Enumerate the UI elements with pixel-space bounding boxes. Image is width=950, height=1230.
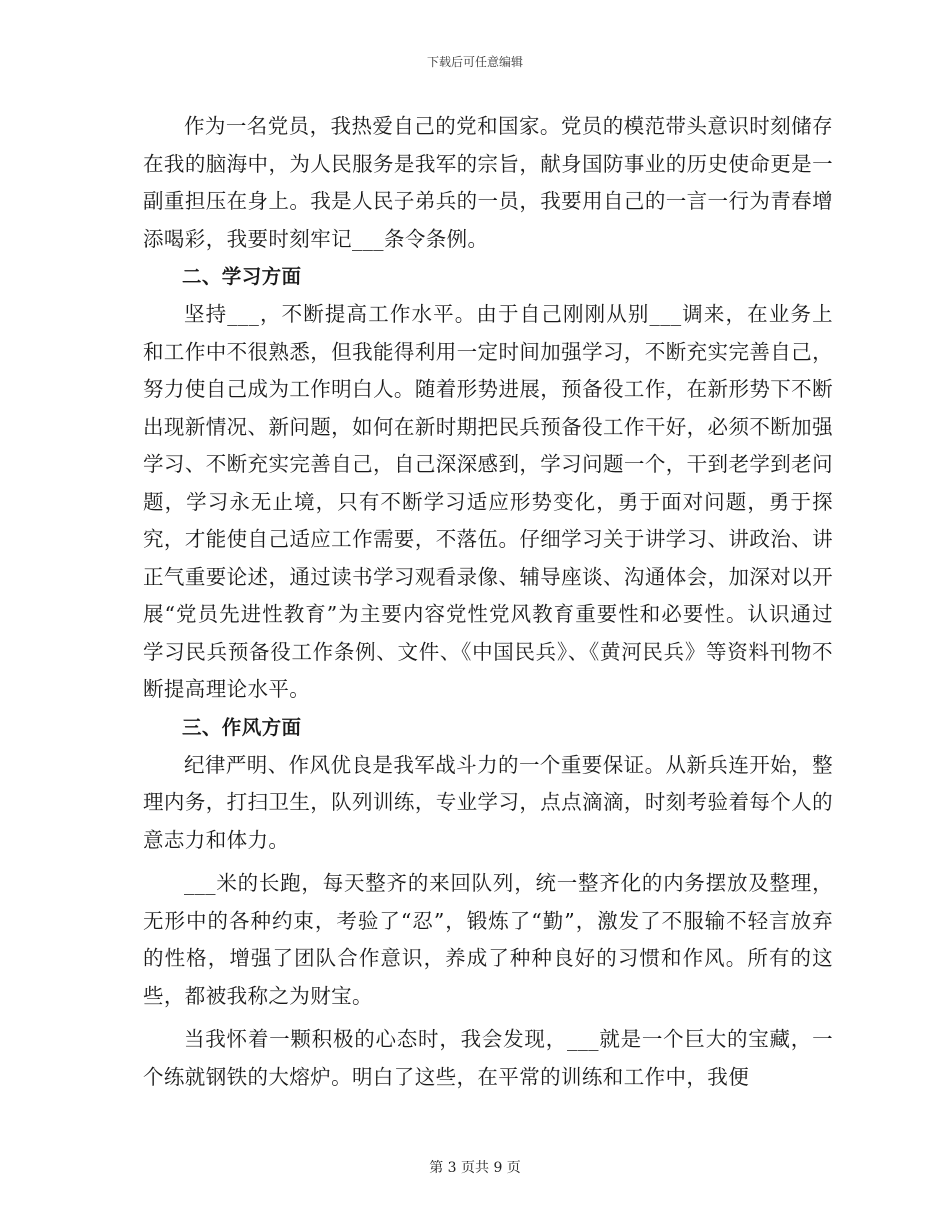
paragraph-running: ___米的长跑，每天整齐的来回队列，统一整齐化的内务摆放及整理，无形中的各种约束，考验了“忍”，锻炼了“勤”，激发了不服输不轻言放弃的性格，增强了团队合作意识，养成了种种良好的习惯和作风。所有的这些，都被我称之为财宝。 xyxy=(143,871,833,1008)
document-body xyxy=(143,108,833,1096)
paragraph-discipline: 纪律严明、作风优良是我军战斗力的一个重要保证。从新兵连开始，整理内务，打扫卫生，队列训练，专业学习，点点滴滴，时刻考验着每个人的意志力和体力。 xyxy=(143,752,833,852)
heading-style: 三、作风方面 xyxy=(182,715,302,739)
paragraph-party-member: 作为一名党员，我热爱自己的党和国家。党员的模范带头意识时刻储存在我的脑海中，为人民服务是我军的宗旨，献身国防事业的历史使命更是一副重担压在身上。我是人民子弟兵的一员，我要用自己的一言一行为青春增添喝彩，我要时刻牢记___条令条例。 xyxy=(143,114,833,251)
page-header: 下载后可任意编辑 xyxy=(426,55,523,69)
heading-study: 二、学习方面 xyxy=(182,265,302,288)
paragraph-study: 坚持___，不断提高工作水平。由于自己刚刚从别___调来，在业务上和工作中不很熟悉，但我能得利用一定时间加强学习，不断充实完善自己，努力使自己成为工作明白人。随着形势进展，预备役工作，在新形势下不断出现新情况、新问题，如何在新时期把民兵预备役工作干好，必须不断加强学习、不断充实完善自己，自己深深感到，学习问题一个，干到老学到老问题，学习永无止境，只有不断学习适应形势变化，勇于面对问题，勇于探究，才能使自己适应工作需要，不落伍。仔细学习关于讲学习、讲政治、讲正气重要论述，通过读书学习观看录像、辅导座谈、沟通体会，加深对以开展“党员先进性教育”为主要内容党性党风教育重要性和必要性。认识通过学习民兵预备役工作条例、文件、《中国民兵》、《黄河民兵》等资料刊物不断提高理论水平。 xyxy=(143,302,833,701)
page-footer: 第 3 页共 9 页 xyxy=(429,1160,521,1176)
paragraph-treasure: 当我怀着一颗积极的心态时，我会发现，___就是一个巨大的宝藏，一个练就钢铁的大熔炉。明白了这些，在平常的训练和工作中，我便 xyxy=(143,1027,833,1089)
